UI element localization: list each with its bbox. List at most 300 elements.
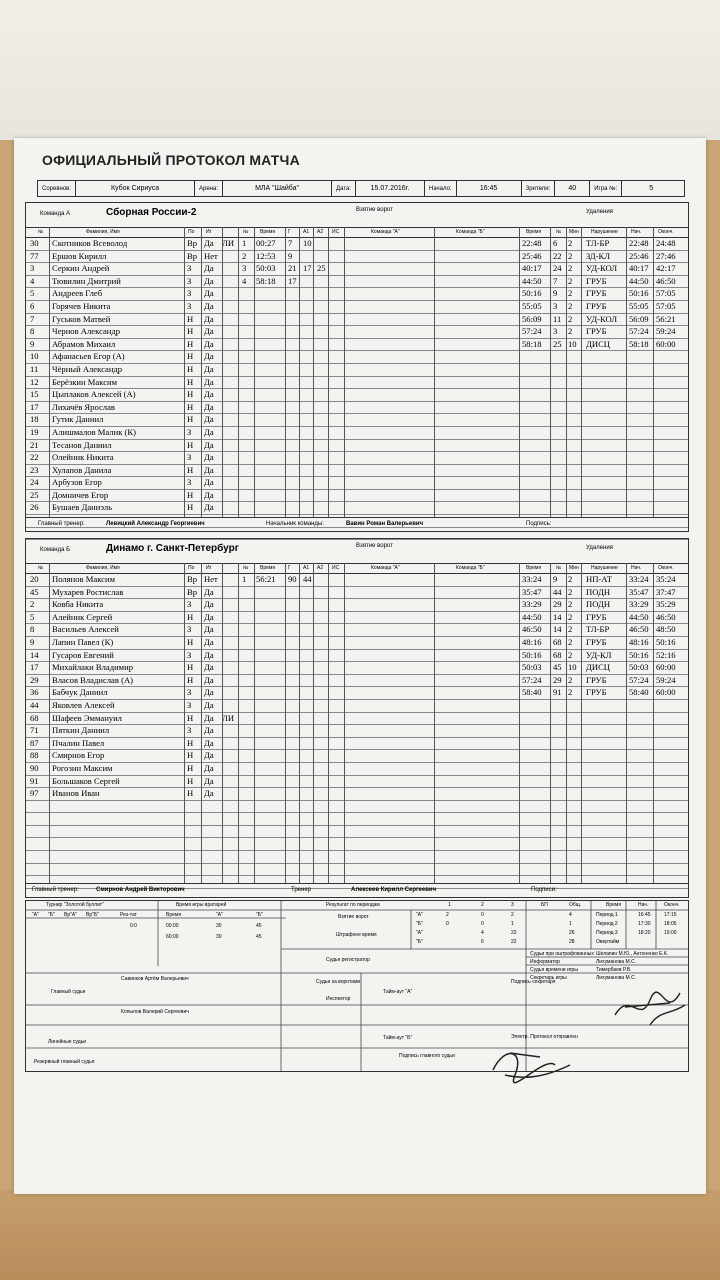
col-pen-mins: Мин bbox=[569, 565, 579, 571]
trainer-label: Тренер bbox=[291, 887, 311, 893]
penalty-time: 57:24 bbox=[522, 326, 542, 337]
player-number: 87 bbox=[30, 737, 39, 748]
player-note: ЛИ bbox=[222, 238, 235, 248]
goal-assist1: 44 bbox=[303, 574, 312, 584]
period-col: Общ. bbox=[569, 902, 582, 908]
table-row bbox=[26, 364, 688, 377]
goal-scorer: 21 bbox=[288, 263, 297, 274]
player-number: 12 bbox=[30, 376, 39, 387]
penalty-start: 57:24 bbox=[629, 674, 649, 685]
player-playing: Да bbox=[204, 464, 214, 475]
chief-referee-label: Главный судья bbox=[51, 989, 86, 995]
grid-column-line bbox=[653, 563, 654, 883]
official-role: Информатор bbox=[530, 959, 560, 965]
grid-column-line bbox=[566, 563, 567, 883]
player-number: 9 bbox=[30, 338, 35, 349]
player-name: Рогозин Максим bbox=[52, 762, 113, 773]
col-goal-num: № bbox=[243, 565, 249, 571]
grid-column-line bbox=[581, 227, 582, 517]
grid-column-line bbox=[285, 227, 286, 517]
penalty-minutes: 2 bbox=[568, 687, 573, 698]
penalty-minutes: 2 bbox=[568, 238, 573, 248]
player-name: Афанасьев Егор (А) bbox=[52, 351, 125, 362]
player-number: 5 bbox=[30, 288, 35, 299]
penalty-end: 59:24 bbox=[656, 326, 676, 337]
penalty-end: 35:29 bbox=[656, 599, 676, 610]
table-row bbox=[26, 801, 688, 814]
penalty-minutes: 2 bbox=[568, 636, 573, 647]
grid-column-line bbox=[254, 563, 255, 883]
head-coach-name: Смирнов Андрей Викторович bbox=[96, 887, 185, 893]
player-playing: Да bbox=[204, 687, 214, 698]
player-playing: Да bbox=[204, 788, 214, 799]
penalties-section-label: Удаления bbox=[586, 545, 613, 551]
penalty-end: 59:24 bbox=[656, 674, 676, 685]
col-pen-end: Оконч. bbox=[658, 565, 674, 571]
team-b-label: Команда Б bbox=[40, 547, 71, 553]
goalie-row-a: 30 bbox=[216, 923, 222, 929]
penalty-end: 37:47 bbox=[656, 586, 676, 597]
col-team-b: Команда "Б" bbox=[456, 565, 485, 571]
goal-scorer: 9 bbox=[288, 250, 293, 261]
penalty-start: 22:48 bbox=[629, 238, 649, 248]
player-name: Скотников Всеволод bbox=[52, 238, 128, 248]
player-number: 3 bbox=[30, 263, 35, 274]
table-row bbox=[26, 377, 688, 390]
player-name: Абрамов Михаил bbox=[52, 338, 116, 349]
inspector-label: Инспектор bbox=[326, 996, 351, 1002]
grid-column-line bbox=[201, 563, 202, 883]
player-playing: Да bbox=[204, 712, 214, 723]
table-row bbox=[26, 851, 688, 864]
player-number: 25 bbox=[30, 489, 39, 500]
chief-referee-signature bbox=[485, 1035, 575, 1085]
player-position: Н bbox=[187, 762, 194, 773]
grid-column-line bbox=[519, 563, 520, 883]
grid-column-line bbox=[184, 227, 185, 517]
player-playing: Да bbox=[204, 452, 214, 463]
grid-column-line bbox=[285, 563, 286, 883]
penalty-violation: ГРУБ bbox=[586, 300, 607, 311]
player-position: Вр bbox=[187, 574, 198, 584]
col-num: № bbox=[38, 565, 44, 571]
table-row bbox=[26, 612, 688, 625]
penalty-start: 44:50 bbox=[629, 611, 649, 622]
player-name: Чернов Александр bbox=[52, 326, 121, 337]
penalty-time: 22:48 bbox=[522, 238, 542, 248]
penalty-end: 60:00 bbox=[656, 338, 676, 349]
trainer-name: Алексеев Кирилл Сергеевич bbox=[351, 887, 437, 893]
grid-column-line bbox=[184, 563, 185, 883]
shootout-label: Турнир "Золотой буллит" bbox=[46, 902, 104, 908]
penalty-violation: УД-КЛ bbox=[586, 649, 612, 660]
player-name: Тесанов Даниил bbox=[52, 439, 112, 450]
penalty-minutes: 2 bbox=[568, 275, 573, 286]
player-number: 18 bbox=[30, 414, 39, 425]
player-name: Алейник Сергей bbox=[52, 611, 113, 622]
grid-column-line bbox=[299, 563, 300, 883]
team-a-header bbox=[26, 203, 688, 228]
grid-column-line bbox=[653, 227, 654, 517]
penalty-end: 60:00 bbox=[656, 662, 676, 673]
player-name: Пчалин Павел bbox=[52, 737, 105, 748]
goalie-row-b: 45 bbox=[256, 934, 262, 940]
team-a-column-headers bbox=[26, 227, 688, 238]
penalty-end: 56:21 bbox=[656, 313, 676, 324]
match-header bbox=[37, 180, 685, 197]
player-number: 29 bbox=[30, 674, 39, 685]
table-row bbox=[26, 713, 688, 726]
table-row bbox=[26, 587, 688, 600]
penalty-time: 58:40 bbox=[522, 687, 542, 698]
penalty-player: 91 bbox=[553, 687, 562, 698]
goal-scorer: 90 bbox=[288, 574, 297, 584]
goal-number: 1 bbox=[242, 238, 247, 248]
goalie-row-time: 00:00 bbox=[166, 923, 179, 929]
period-time: 17:15 bbox=[664, 912, 677, 918]
secretary-signature bbox=[610, 985, 690, 1030]
col-pen-num: № bbox=[556, 229, 562, 235]
linesmen-label: Линейные судьи bbox=[48, 1039, 87, 1045]
player-playing: Да bbox=[204, 288, 214, 299]
shootout-col: "Б" bbox=[48, 912, 55, 918]
player-playing: Да bbox=[204, 662, 214, 673]
penalty-minutes: 2 bbox=[568, 624, 573, 635]
period-value: 26 bbox=[569, 930, 575, 936]
goalie-row-a: 30 bbox=[216, 934, 222, 940]
penalty-player: 24 bbox=[553, 263, 562, 274]
penalty-start: 44:50 bbox=[629, 275, 649, 286]
goal-scorer: 7 bbox=[288, 238, 293, 248]
player-playing: Да bbox=[204, 263, 214, 274]
player-name: Берёзкин Максим bbox=[52, 376, 118, 387]
penalty-violation: УД-КОЛ bbox=[586, 263, 618, 274]
col-assist1: А1 bbox=[303, 565, 310, 571]
player-number: 17 bbox=[30, 662, 39, 673]
col-pos: По bbox=[188, 229, 195, 235]
period-value: 2 bbox=[446, 912, 449, 918]
penalty-minutes: 2 bbox=[568, 300, 573, 311]
player-playing: Да bbox=[204, 238, 214, 248]
player-name: Михайлаки Владимир bbox=[52, 662, 134, 673]
player-name: Ершов Кирилл bbox=[52, 250, 107, 261]
goal-assist1: 10 bbox=[303, 238, 312, 248]
player-playing: Да bbox=[204, 313, 214, 324]
game-value: 5 bbox=[621, 181, 680, 196]
player-name: Чёрный Александр bbox=[52, 363, 123, 374]
penalty-violation: ГРУБ bbox=[586, 611, 607, 622]
penalty-time: 58:18 bbox=[522, 338, 542, 349]
player-name: Горячев Никита bbox=[52, 300, 111, 311]
penalty-end: 46:50 bbox=[656, 275, 676, 286]
penalty-violation: ГРУБ bbox=[586, 687, 607, 698]
player-playing: Да bbox=[204, 300, 214, 311]
player-playing: Да bbox=[204, 477, 214, 488]
col-is: ИС bbox=[332, 229, 340, 235]
goal-time: 00:27 bbox=[256, 238, 276, 248]
player-number: 21 bbox=[30, 439, 39, 450]
penalty-violation: ПОДН bbox=[586, 599, 611, 610]
col-pen-time: Время bbox=[526, 565, 542, 571]
player-playing: Нет bbox=[204, 250, 218, 261]
player-playing: Да bbox=[204, 624, 214, 635]
player-position: З bbox=[187, 288, 192, 299]
player-name: Власов Владислав (А) bbox=[52, 674, 134, 685]
goal-number: 4 bbox=[242, 275, 247, 286]
goals-section-label: Взятие ворот bbox=[356, 207, 393, 213]
period-col: 3 bbox=[511, 902, 514, 908]
player-number: 11 bbox=[30, 363, 39, 374]
row-team-b: "Б" bbox=[416, 921, 423, 927]
official-name: Тимербаев Р.В. bbox=[596, 967, 632, 973]
spectators-value: 40 bbox=[554, 181, 590, 196]
shootout-col: Вр"А" bbox=[64, 912, 78, 918]
grid-column-line bbox=[313, 563, 314, 883]
penalty-end: 27:46 bbox=[656, 250, 676, 261]
player-number: 30 bbox=[30, 238, 39, 248]
player-number: 6 bbox=[30, 300, 35, 311]
penalty-time: 33:29 bbox=[522, 599, 542, 610]
penalty-time: 44:50 bbox=[522, 611, 542, 622]
player-position: Н bbox=[187, 737, 194, 748]
period-col: 2 bbox=[481, 902, 484, 908]
table-row bbox=[26, 351, 688, 364]
grid-column-line bbox=[550, 227, 551, 517]
official-role: Судьи при оштрафованных bbox=[530, 951, 594, 957]
player-number: 26 bbox=[30, 502, 39, 513]
penalty-violation: ГРУБ bbox=[586, 326, 607, 337]
table-row bbox=[26, 238, 688, 251]
table-row bbox=[26, 477, 688, 490]
player-number: 9 bbox=[30, 636, 35, 647]
grid-column-line bbox=[344, 227, 345, 517]
table-row bbox=[26, 263, 688, 276]
penalty-violation: ТЛ-БР bbox=[586, 624, 610, 635]
player-playing: Да bbox=[204, 750, 214, 761]
penalty-time: 50:16 bbox=[522, 288, 542, 299]
col-assist1: А1 bbox=[303, 229, 310, 235]
penalty-player: 68 bbox=[553, 649, 562, 660]
table-row bbox=[26, 339, 688, 352]
penalty-start: 50:16 bbox=[629, 288, 649, 299]
period-time: Период 2 bbox=[596, 921, 618, 927]
penalty-end: 50:16 bbox=[656, 636, 676, 647]
table-row bbox=[26, 452, 688, 465]
penalty-player: 68 bbox=[553, 636, 562, 647]
penalty-start: 25:46 bbox=[629, 250, 649, 261]
col-team-b: Команда "Б" bbox=[456, 229, 485, 235]
table-row bbox=[26, 763, 688, 776]
col-assist2: А2 bbox=[317, 229, 324, 235]
spectators-label: Зрители: bbox=[525, 185, 551, 192]
col-violation: Нарушение bbox=[591, 229, 618, 235]
player-position: Н bbox=[187, 489, 194, 500]
penalty-minutes: 2 bbox=[568, 326, 573, 337]
table-row bbox=[26, 490, 688, 503]
player-position: З bbox=[187, 263, 192, 274]
table-row bbox=[26, 738, 688, 751]
period-time: 18:05 bbox=[664, 921, 677, 927]
period-time: 18:20 bbox=[638, 930, 651, 936]
period-value: 4 bbox=[569, 912, 572, 918]
grid-column-line bbox=[49, 227, 50, 517]
team-chief-label: Начальник команды: bbox=[266, 521, 324, 527]
col-name: Фамилия, Имя bbox=[86, 229, 120, 235]
grid-column-line bbox=[344, 563, 345, 883]
col-pen-time: Время bbox=[526, 229, 542, 235]
grid-column-line bbox=[254, 227, 255, 517]
table-row bbox=[26, 662, 688, 675]
player-playing: Да bbox=[204, 489, 214, 500]
player-position: Н bbox=[187, 611, 194, 622]
grid-column-line bbox=[238, 227, 239, 517]
table-row bbox=[26, 326, 688, 339]
player-number: 24 bbox=[30, 477, 39, 488]
team-b-staff bbox=[26, 883, 688, 896]
player-name: Шафеев Эммануил bbox=[52, 712, 122, 723]
penalty-start: 35:47 bbox=[629, 586, 649, 597]
penalty-player: 25 bbox=[553, 338, 562, 349]
chief-signature-label: Подпись главного судьи bbox=[399, 1053, 455, 1059]
timeout-b-label: Тайм-аут "Б" bbox=[383, 1035, 413, 1041]
player-position: Н bbox=[187, 389, 194, 400]
player-playing: Да bbox=[204, 674, 214, 685]
player-playing: Да bbox=[204, 611, 214, 622]
player-position: Н bbox=[187, 636, 194, 647]
player-playing: Да bbox=[204, 376, 214, 387]
table-row bbox=[26, 465, 688, 478]
period-value: 1 bbox=[569, 921, 572, 927]
player-number: 23 bbox=[30, 464, 39, 475]
competition-label: Соревнов: bbox=[42, 185, 72, 192]
player-number: 68 bbox=[30, 712, 39, 723]
goal-number: 2 bbox=[242, 250, 247, 261]
grid-column-line bbox=[519, 227, 520, 517]
table-row bbox=[26, 650, 688, 663]
goalie-time-label: Время игры вратарей bbox=[176, 902, 227, 908]
player-number: 22 bbox=[30, 452, 39, 463]
col-pen-start: Нач. bbox=[631, 565, 642, 571]
player-position: Н bbox=[187, 376, 194, 387]
table-row bbox=[26, 826, 688, 839]
player-name: Бабчук Даниил bbox=[52, 687, 108, 698]
player-number: 10 bbox=[30, 351, 39, 362]
row-team-b: "Б" bbox=[416, 939, 423, 945]
period-time: 19:00 bbox=[664, 930, 677, 936]
player-position: Н bbox=[187, 674, 194, 685]
penalty-time: 33:24 bbox=[522, 574, 542, 584]
player-number: 19 bbox=[30, 426, 39, 437]
grid-column-line bbox=[299, 227, 300, 517]
penalty-end: 42:17 bbox=[656, 263, 676, 274]
penalty-time: 57:24 bbox=[522, 674, 542, 685]
penalty-end: 46:50 bbox=[656, 611, 676, 622]
table-row bbox=[26, 725, 688, 738]
player-number: 4 bbox=[30, 275, 35, 286]
background-wall bbox=[0, 0, 720, 140]
col-team-a: Команда "А" bbox=[371, 229, 400, 235]
period-col: БП bbox=[541, 902, 548, 908]
penalty-time: 46:50 bbox=[522, 624, 542, 635]
penalty-violation: ЗД-КЛ bbox=[586, 250, 611, 261]
player-playing: Да bbox=[204, 699, 214, 710]
grid-column-line bbox=[626, 563, 627, 883]
penalty-minutes: 2 bbox=[568, 674, 573, 685]
table-row bbox=[26, 574, 688, 587]
head-coach-name: Левицкий Александр Георгиевич bbox=[106, 521, 205, 527]
penalty-violation: ДИСЦ bbox=[586, 662, 611, 673]
col-play: Иг bbox=[206, 229, 212, 235]
period-value: 0 bbox=[446, 921, 449, 927]
penalty-player: 3 bbox=[553, 326, 558, 337]
period-value: 1 bbox=[511, 921, 514, 927]
table-row bbox=[26, 624, 688, 637]
player-position: Н bbox=[187, 338, 194, 349]
period-value: 0 bbox=[481, 921, 484, 927]
player-position: Н bbox=[187, 712, 194, 723]
penalty-time: 48:16 bbox=[522, 636, 542, 647]
player-number: 88 bbox=[30, 750, 39, 761]
official-name: Шелапин М.Ю., Антоненко Е.К. bbox=[596, 951, 669, 957]
col-pen-mins: Мин bbox=[569, 229, 579, 235]
head-coach-label: Главный тренер: bbox=[38, 521, 85, 527]
player-position: Н bbox=[187, 363, 194, 374]
penalty-end: 24:48 bbox=[656, 238, 676, 248]
periods-label: Результат по периодам bbox=[326, 902, 380, 908]
penalty-violation: ТЛ-БР bbox=[586, 238, 610, 248]
goalie-col-time: Время bbox=[166, 912, 182, 918]
head-coach-label: Главный тренер: bbox=[32, 887, 79, 893]
team-b-roster bbox=[26, 574, 688, 901]
team-a-label: Команда А bbox=[40, 211, 71, 217]
penalty-time: 50:03 bbox=[522, 662, 542, 673]
player-playing: Нет bbox=[204, 574, 218, 584]
player-number: 91 bbox=[30, 775, 39, 786]
grid-column-line bbox=[581, 563, 582, 883]
col-is: ИС bbox=[332, 565, 340, 571]
player-position: Вр bbox=[187, 250, 198, 261]
penalty-time: 56:09 bbox=[522, 313, 542, 324]
shootout-col: Вр"Б" bbox=[86, 912, 99, 918]
player-position: З bbox=[187, 599, 192, 610]
grid-column-line bbox=[566, 227, 567, 517]
penalty-minutes: 2 bbox=[568, 288, 573, 299]
penalty-start: 55:05 bbox=[629, 300, 649, 311]
penalty-time: 55:05 bbox=[522, 300, 542, 311]
penalty-player: 7 bbox=[553, 275, 558, 286]
date-label: Дата: bbox=[336, 185, 351, 192]
player-position: З bbox=[187, 624, 192, 635]
player-name: Гутик Даниил bbox=[52, 414, 104, 425]
penalty-minutes: 2 bbox=[568, 250, 573, 261]
player-playing: Да bbox=[204, 737, 214, 748]
player-playing: Да bbox=[204, 775, 214, 786]
grid-column-line bbox=[238, 563, 239, 883]
table-row bbox=[26, 687, 688, 700]
player-name: Хулапов Данила bbox=[52, 464, 112, 475]
period-time: 16:45 bbox=[638, 912, 651, 918]
penalty-violation: НП-АТ bbox=[586, 574, 612, 584]
period-value: 2 bbox=[511, 912, 514, 918]
penalty-player: 14 bbox=[553, 624, 562, 635]
period-col: 1 bbox=[448, 902, 451, 908]
penalty-start: 58:18 bbox=[629, 338, 649, 349]
player-position: Н bbox=[187, 775, 194, 786]
goalie-col-b: "Б" bbox=[256, 912, 263, 918]
signature-label: Подпись: bbox=[526, 521, 552, 527]
penalty-player: 29 bbox=[553, 674, 562, 685]
player-name: Олейник Никита bbox=[52, 452, 114, 463]
